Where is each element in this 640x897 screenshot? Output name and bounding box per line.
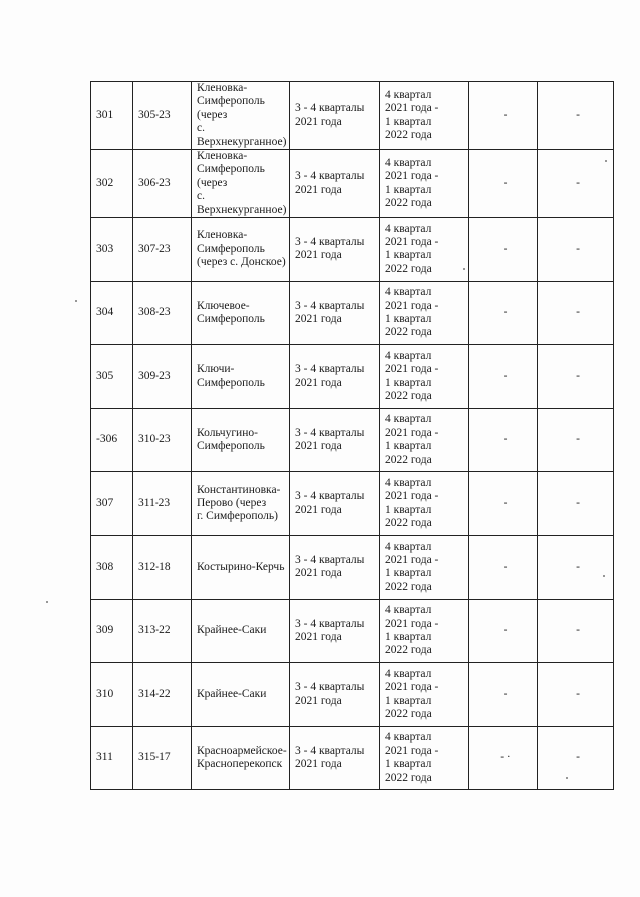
column-7-cell bbox=[538, 726, 614, 790]
route-code-cell bbox=[133, 663, 192, 727]
route-name-cell bbox=[192, 218, 290, 282]
route-code-cell bbox=[133, 536, 192, 600]
column-6-cell-text: - · bbox=[500, 751, 511, 764]
term-cell-text: 4 квартал 2021 года - 1 квартал 2022 года bbox=[385, 222, 439, 275]
term-cell-text: 4 квартал 2021 года - 1 квартал 2022 года bbox=[385, 286, 439, 339]
column-6-cell-text: - bbox=[503, 687, 508, 700]
column-7-cell bbox=[538, 218, 614, 282]
row-number-cell-text: 304 bbox=[96, 306, 114, 319]
period-cell bbox=[290, 82, 380, 150]
term-cell bbox=[380, 726, 469, 790]
row-number-cell-text: 303 bbox=[96, 242, 114, 255]
period-cell-text: 3 - 4 кварталы 2021 года bbox=[295, 744, 365, 771]
route-name-cell-text: Крайнее-Саки bbox=[197, 624, 267, 637]
column-7-cell-text: - bbox=[576, 306, 580, 319]
route-code-cell bbox=[133, 82, 192, 150]
term-cell bbox=[380, 82, 469, 150]
term-cell-text: 4 квартал 2021 года - 1 квартал 2022 года bbox=[385, 540, 439, 593]
row-number-cell-text: 309 bbox=[96, 624, 114, 637]
period-cell bbox=[290, 281, 380, 345]
term-cell-text: 4 квартал 2021 года - 1 квартал 2022 года bbox=[385, 476, 439, 530]
route-code-cell-text: 313-22 bbox=[138, 624, 171, 637]
column-7-cell bbox=[538, 281, 614, 345]
period-cell bbox=[290, 663, 380, 727]
column-6-cell-text: - bbox=[503, 108, 508, 121]
route-code-cell bbox=[133, 408, 192, 472]
route-code-cell bbox=[133, 345, 192, 409]
row-number-cell-text: 305 bbox=[96, 369, 114, 382]
routes-table bbox=[90, 81, 614, 790]
column-7-cell bbox=[538, 408, 614, 472]
route-code-cell-text: 305-23 bbox=[138, 108, 171, 121]
column-6-cell-text: - bbox=[503, 369, 508, 382]
route-name-cell-text: Кленовка- Симферополь (через с. Верхнекурганное) bbox=[197, 82, 287, 148]
route-code-cell bbox=[133, 150, 192, 218]
table-row bbox=[91, 218, 614, 282]
route-code-cell-text: 310-23 bbox=[138, 433, 171, 446]
row-number-cell bbox=[91, 536, 133, 600]
scan-speck bbox=[603, 575, 605, 577]
period-cell bbox=[290, 536, 380, 600]
route-code-cell bbox=[133, 281, 192, 345]
route-code-cell-text: 312-18 bbox=[138, 560, 171, 573]
term-cell-text: 4 квартал 2021 года - 1 квартал 2022 года bbox=[385, 413, 439, 466]
route-name-cell bbox=[192, 472, 290, 536]
row-number-cell bbox=[91, 218, 133, 282]
route-code-cell bbox=[133, 472, 192, 536]
route-name-cell bbox=[192, 663, 290, 727]
scan-speck bbox=[46, 601, 48, 603]
route-code-cell bbox=[133, 218, 192, 282]
column-6-cell-text: - bbox=[503, 497, 508, 510]
row-number-cell bbox=[91, 663, 133, 727]
column-7-cell-text: - bbox=[576, 433, 580, 446]
routes-table-body bbox=[91, 82, 614, 790]
table-row bbox=[91, 150, 614, 218]
period-cell-text: 3 - 4 кварталы 2021 года bbox=[295, 426, 365, 453]
table-row bbox=[91, 82, 614, 150]
table-row bbox=[91, 726, 614, 790]
row-number-cell bbox=[91, 281, 133, 345]
column-6-cell-text: - bbox=[503, 433, 508, 446]
column-6-cell-text: - bbox=[503, 242, 508, 255]
scan-speck bbox=[463, 268, 465, 270]
term-cell bbox=[380, 663, 469, 727]
column-6-cell-text: - bbox=[503, 560, 508, 573]
route-name-cell bbox=[192, 536, 290, 600]
column-7-cell-text: - bbox=[576, 497, 580, 510]
scan-speck bbox=[566, 777, 568, 779]
scan-speck bbox=[75, 300, 77, 302]
term-cell bbox=[380, 345, 469, 409]
row-number-cell bbox=[91, 82, 133, 150]
route-code-cell bbox=[133, 726, 192, 790]
route-name-cell-text: Ключевое- Симферополь bbox=[197, 299, 265, 325]
row-number-cell bbox=[91, 726, 133, 790]
route-code-cell-text: 311-23 bbox=[138, 497, 171, 510]
row-number-cell bbox=[91, 408, 133, 472]
row-number-cell-text: 311 bbox=[96, 751, 113, 764]
route-name-cell-text: Кольчугино- Симферополь bbox=[197, 426, 265, 453]
route-code-cell-text: 307-23 bbox=[138, 242, 171, 255]
route-name-cell-text: Крайнее-Саки bbox=[197, 687, 267, 700]
period-cell-text: 3 - 4 кварталы 2021 года bbox=[295, 553, 365, 580]
scan-speck bbox=[605, 160, 607, 162]
column-6-cell bbox=[469, 345, 538, 409]
route-name-cell bbox=[192, 281, 290, 345]
column-7-cell bbox=[538, 82, 614, 150]
period-cell-text: 3 - 4 кварталы 2021 года bbox=[295, 102, 365, 128]
term-cell bbox=[380, 150, 469, 218]
term-cell bbox=[380, 281, 469, 345]
column-7-cell bbox=[538, 345, 614, 409]
period-cell-text: 3 - 4 кварталы 2021 года bbox=[295, 363, 365, 389]
column-6-cell bbox=[469, 472, 538, 536]
table-row bbox=[91, 599, 614, 663]
row-number-cell-text: -306 bbox=[96, 433, 118, 446]
term-cell-text: 4 квартал 2021 года - 1 квартал 2022 года bbox=[385, 731, 439, 784]
term-cell-text: 4 квартал 2021 года - 1 квартал 2022 года bbox=[385, 156, 439, 209]
column-7-cell bbox=[538, 472, 614, 536]
period-cell-text: 3 - 4 кварталы 2021 года bbox=[295, 681, 365, 707]
column-6-cell bbox=[469, 599, 538, 663]
period-cell bbox=[290, 599, 380, 663]
period-cell bbox=[290, 472, 380, 536]
column-7-cell-text: - bbox=[576, 560, 580, 573]
route-name-cell-text: Ключи- Симферополь bbox=[197, 363, 265, 389]
row-number-cell bbox=[91, 472, 133, 536]
route-name-cell bbox=[192, 726, 290, 790]
period-cell-text: 3 - 4 кварталы 2021 года bbox=[295, 299, 365, 325]
column-6-cell bbox=[469, 218, 538, 282]
column-7-cell-text: - bbox=[576, 369, 580, 382]
route-code-cell-text: 306-23 bbox=[138, 176, 171, 189]
column-6-cell bbox=[469, 82, 538, 150]
column-7-cell-text: - bbox=[576, 624, 580, 637]
period-cell bbox=[290, 150, 380, 218]
column-7-cell-text: - bbox=[576, 751, 580, 764]
column-7-cell-text: - bbox=[576, 108, 580, 121]
route-name-cell-text: Красноармейское- Красноперекопск bbox=[197, 744, 287, 771]
table-row bbox=[91, 536, 614, 600]
row-number-cell bbox=[91, 150, 133, 218]
column-6-cell bbox=[469, 536, 538, 600]
term-cell bbox=[380, 408, 469, 472]
row-number-cell-text: 308 bbox=[96, 560, 114, 573]
column-6-cell bbox=[469, 663, 538, 727]
table-row bbox=[91, 408, 614, 472]
table-row bbox=[91, 472, 614, 536]
row-number-cell-text: 302 bbox=[96, 176, 114, 189]
column-6-cell-text: - bbox=[503, 624, 508, 637]
row-number-cell-text: 307 bbox=[96, 497, 114, 510]
route-name-cell bbox=[192, 345, 290, 409]
route-code-cell-text: 315-17 bbox=[138, 751, 171, 764]
period-cell bbox=[290, 726, 380, 790]
route-code-cell-text: 314-22 bbox=[138, 687, 171, 700]
term-cell-text: 4 квартал 2021 года - 1 квартал 2022 года bbox=[385, 604, 439, 657]
row-number-cell-text: 310 bbox=[96, 687, 114, 700]
table-row bbox=[91, 281, 614, 345]
table-row bbox=[91, 345, 614, 409]
row-number-cell bbox=[91, 599, 133, 663]
route-code-cell-text: 309-23 bbox=[138, 369, 171, 382]
row-number-cell-text: 301 bbox=[96, 108, 114, 121]
route-name-cell bbox=[192, 82, 290, 150]
period-cell-text: 3 - 4 кварталы 2021 года bbox=[295, 490, 365, 516]
column-6-cell bbox=[469, 408, 538, 472]
route-name-cell bbox=[192, 408, 290, 472]
route-name-cell bbox=[192, 599, 290, 663]
term-cell bbox=[380, 536, 469, 600]
route-name-cell-text: Кленовка- Симферополь (через с. Верхнекурганное) bbox=[197, 150, 287, 216]
column-7-cell bbox=[538, 536, 614, 600]
term-cell bbox=[380, 599, 469, 663]
column-6-cell bbox=[469, 150, 538, 218]
route-code-cell bbox=[133, 599, 192, 663]
column-6-cell-text: - bbox=[503, 176, 508, 189]
route-name-cell-text: Костырино-Керчь bbox=[197, 560, 285, 573]
period-cell-text: 3 - 4 кварталы 2021 года bbox=[295, 617, 365, 643]
route-name-cell bbox=[192, 150, 290, 218]
column-6-cell bbox=[469, 281, 538, 345]
column-7-cell bbox=[538, 150, 614, 218]
column-7-cell bbox=[538, 599, 614, 663]
route-name-cell-text: Константиновка- Перово (через г. Симферополь) bbox=[197, 483, 281, 523]
column-7-cell bbox=[538, 663, 614, 727]
route-code-cell-text: 308-23 bbox=[138, 306, 171, 319]
term-cell-text: 4 квартал 2021 года - 1 квартал 2022 года bbox=[385, 349, 439, 402]
term-cell-text: 4 квартал 2021 года - 1 квартал 2022 года bbox=[385, 667, 439, 720]
period-cell bbox=[290, 408, 380, 472]
row-number-cell bbox=[91, 345, 133, 409]
term-cell-text: 4 квартал 2021 года - 1 квартал 2022 года bbox=[385, 88, 439, 141]
period-cell bbox=[290, 218, 380, 282]
period-cell-text: 3 - 4 кварталы 2021 года bbox=[295, 235, 365, 262]
table-row bbox=[91, 663, 614, 727]
term-cell bbox=[380, 472, 469, 536]
column-7-cell-text: - bbox=[576, 242, 580, 255]
column-7-cell-text: - bbox=[576, 687, 580, 700]
term-cell bbox=[380, 218, 469, 282]
column-7-cell-text: - bbox=[576, 176, 580, 189]
column-6-cell bbox=[469, 726, 538, 790]
column-6-cell-text: - bbox=[503, 306, 508, 319]
period-cell-text: 3 - 4 кварталы 2021 года bbox=[295, 170, 365, 196]
route-name-cell-text: Кленовка- Симферополь (через с. Донское) bbox=[197, 229, 286, 269]
period-cell bbox=[290, 345, 380, 409]
